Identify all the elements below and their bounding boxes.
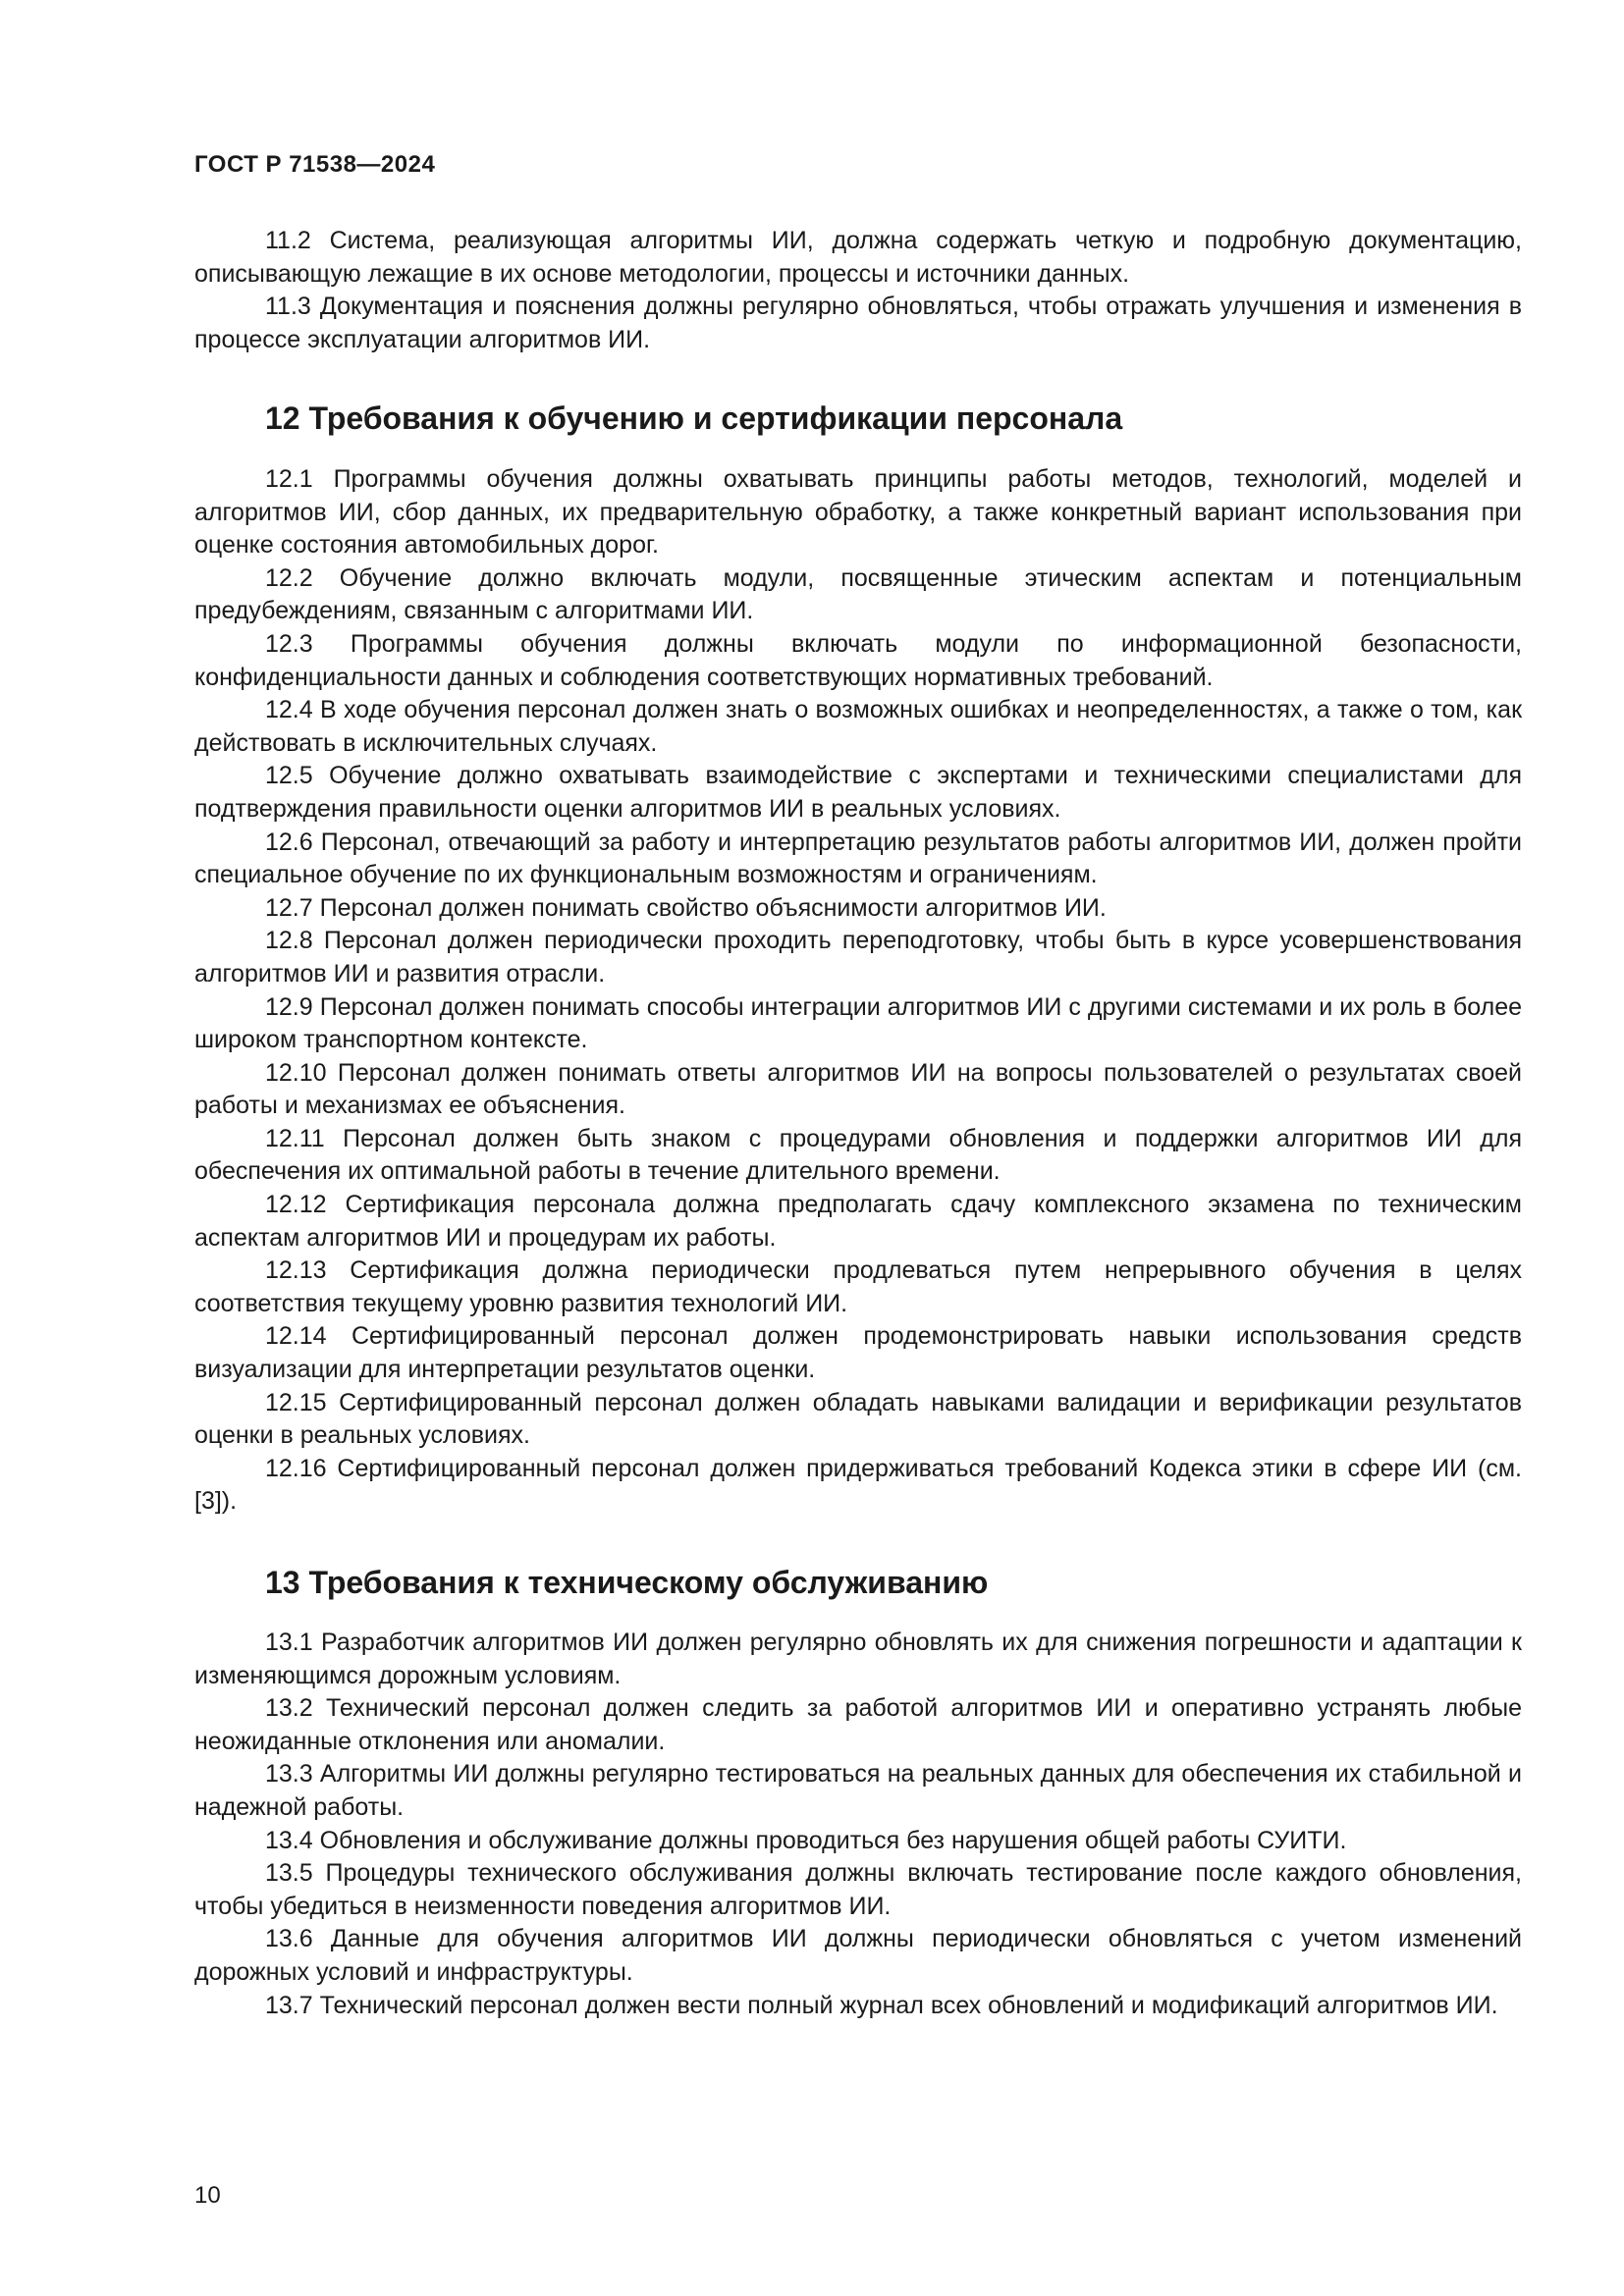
paragraph-13-5: 13.5 Процедуры технического обслуживания должны включать тестирование после каждого обновления, чтобы убедиться в неизменности поведения алгоритмов ИИ. (194, 1859, 1522, 1920)
paragraph-12-7: 12.7 Персонал должен понимать свойство объяснимости алгоритмов ИИ. (265, 893, 1107, 922)
section-12 (194, 399, 1522, 438)
paragraph-13-4: 13.4 Обновления и обслуживание должны проводиться без нарушения общей работы СУИТИ. (265, 1826, 1347, 1854)
paragraph-12-16: 12.16 Сертифицированный персонал должен придерживаться требований Кодекса этики в сфере ИИ (см. [3]). (194, 1454, 1522, 1516)
paragraph-12-2: 12.2 Обучение должно включать модули, посвященные этическим аспектам и потенциальным предубеждениям, связанным с алгоритмами ИИ. (194, 563, 1522, 625)
page-number: 10 (194, 2182, 221, 2209)
paragraph-13-6: 13.6 Данные для обучения алгоритмов ИИ должны периодически обновляться с учетом изменений дорожных условий и инфраструктуры. (194, 1925, 1522, 1986)
document-header: ГОСТ Р 71538—2024 (194, 151, 436, 178)
paragraph-12-14: 12.14 Сертифицированный персонал должен продемонстрировать навыки использования средств визуализации для интерпретации результатов оценки. (194, 1322, 1522, 1384)
paragraph-12-11: 12.11 Персонал должен быть знаком с процедурами обновления и поддержки алгоритмов ИИ для обеспечения их оптимальной работы в течение длительного времени. (194, 1124, 1522, 1186)
section-12-title: 12 Требования к обучению и сертификации персонала (265, 400, 1123, 436)
section-13-title: 13 Требования к техническому обслуживанию (265, 1565, 989, 1600)
paragraph-12-6: 12.6 Персонал, отвечающий за работу и интерпретацию результатов работы алгоритмов ИИ, должен пройти специальное обучение по их функциональным возможностям и ограничениям. (194, 828, 1522, 889)
paragraph-13-2: 13.2 Технический персонал должен следить за работой алгоритмов ИИ и оперативно устранять любые неожиданные отклонения или аномалии. (194, 1694, 1522, 1755)
section-12-body (194, 463, 1522, 1519)
paragraph-11-2: 11.2 Система, реализующая алгоритмы ИИ, должна содержать четкую и подробную документацию, описывающую лежащие в их основе методологии, процессы и источники данных. (194, 227, 1522, 288)
paragraph-12-1: 12.1 Программы обучения должны охватывать принципы работы методов, технологий, моделей и алгоритмов ИИ, сбор данных, их предварительную обработку, а также конкретный вариант использования при оценке состояния автомобильных дорог. (194, 465, 1522, 560)
paragraph-12-4: 12.4 В ходе обучения персонал должен знать о возможных ошибках и неопределенностях, а также о том, как действовать в исключительных случаях. (194, 696, 1522, 757)
paragraph-12-15: 12.15 Сертифицированный персонал должен обладать навыками валидации и верификации результатов оценки в реальных условиях. (194, 1388, 1522, 1450)
paragraph-11-3: 11.3 Документация и пояснения должны регулярно обновляться, чтобы отражать улучшения и изменения в процессе эксплуатации алгоритмов ИИ. (194, 293, 1522, 353)
paragraph-12-8: 12.8 Персонал должен периодически проходить переподготовку, чтобы быть в курсе усовершенствования алгоритмов ИИ и развития отрасли. (194, 927, 1522, 988)
paragraph-12-9: 12.9 Персонал должен понимать способы интеграции алгоритмов ИИ с другими системами и их роль в более широком транспортном контексте. (194, 992, 1522, 1054)
paragraph-13-3: 13.3 Алгоритмы ИИ должны регулярно тестироваться на реальных данных для обеспечения их стабильной и надежной работы. (194, 1760, 1522, 1821)
section-11-continuation (194, 225, 1522, 356)
paragraph-12-5: 12.5 Обучение должно охватывать взаимодействие с экспертами и техническими специалистами для подтверждения правильности оценки алгоритмов ИИ в реальных условиях. (194, 762, 1522, 823)
paragraph-13-1: 13.1 Разработчик алгоритмов ИИ должен регулярно обновлять их для снижения погрешности и адаптации к изменяющимся дорожным условиям. (194, 1629, 1522, 1689)
section-13 (194, 1563, 1522, 1602)
paragraph-12-12: 12.12 Сертификация персонала должна предполагать сдачу комплексного экзамена по техническим аспектам алгоритмов ИИ и процедурам их работы. (194, 1191, 1522, 1252)
paragraph-12-10: 12.10 Персонал должен понимать ответы алгоритмов ИИ на вопросы пользователей о результатах своей работы и механизмах ее объяснения. (194, 1058, 1522, 1120)
paragraph-12-3: 12.3 Программы обучения должны включать модули по информационной безопасности, конфиденциальности данных и соблюдения соответствующих нормативных требований. (194, 629, 1522, 691)
section-13-body (194, 1627, 1522, 2022)
paragraph-13-7: 13.7 Технический персонал должен вести полный журнал всех обновлений и модификаций алгоритмов ИИ. (265, 1991, 1498, 2019)
paragraph-12-13: 12.13 Сертификация должна периодически продлеваться путем непрерывного обучения в целях соответствия текущему уровню развития технологий ИИ. (194, 1256, 1522, 1317)
